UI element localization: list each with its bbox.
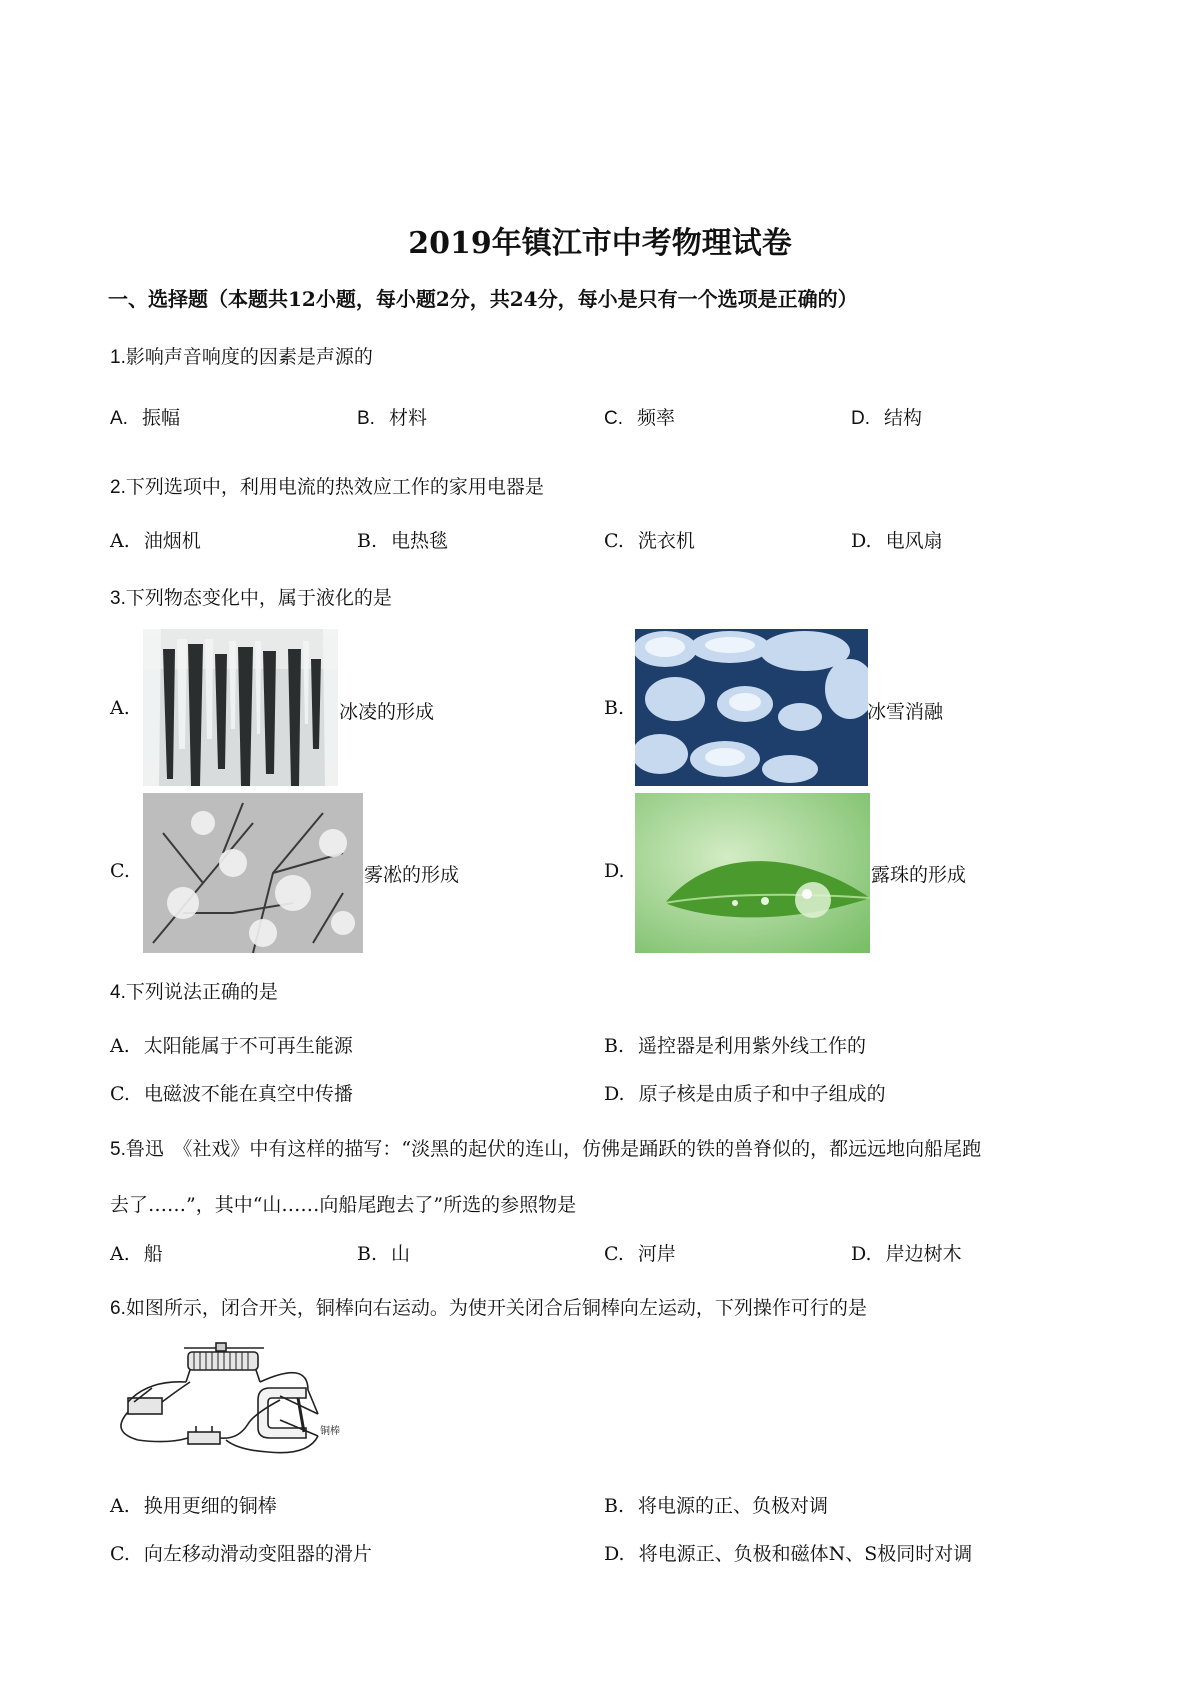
q3-option-b-label[interactable]: B. xyxy=(604,697,625,719)
question-number: 6. xyxy=(110,1298,126,1319)
circuit-diagram xyxy=(108,1340,360,1460)
q1-option-c[interactable]: C. 频率 xyxy=(604,407,676,429)
question-text: 影响声音响度的因素是声源的 xyxy=(125,346,373,368)
icicles-image xyxy=(143,629,338,786)
q3-option-c-label[interactable]: C. xyxy=(110,860,130,882)
q3-option-b-text: 冰雪消融 xyxy=(867,701,944,723)
q5-option-a[interactable]: A. 船 xyxy=(110,1243,163,1265)
page-title: 2019年镇江市中考物理试卷 xyxy=(408,226,792,261)
question-text: 下列说法正确的是 xyxy=(125,981,278,1003)
q3-option-c-text: 雾凇的形成 xyxy=(364,864,460,886)
q6-option-a[interactable]: A. 换用更细的铜棒 xyxy=(110,1495,277,1517)
q4-option-b[interactable]: B. 遥控器是利用紫外线工作的 xyxy=(604,1035,867,1057)
question-5-line-1 xyxy=(110,1134,981,1161)
q3-option-d-label[interactable]: D. xyxy=(604,860,625,882)
question-4 xyxy=(110,977,278,1004)
question-1 xyxy=(110,342,373,369)
q1-option-a[interactable]: A. 振幅 xyxy=(110,407,180,429)
q2-option-d[interactable]: D. 电风扇 xyxy=(851,530,943,552)
question-3 xyxy=(110,583,392,610)
q6-option-d[interactable]: D. 将电源正、负极和磁体N、S极同时对调 xyxy=(604,1543,973,1565)
question-number: 1. xyxy=(110,347,126,368)
q2-option-a[interactable]: A. 油烟机 xyxy=(110,530,201,552)
dew-leaf-image xyxy=(635,793,870,953)
rime-frost-image xyxy=(143,793,363,953)
question-text: 下列物态变化中，属于液化的是 xyxy=(125,587,392,609)
question-number: 3. xyxy=(110,588,126,609)
question-number: 4. xyxy=(110,982,126,1003)
copper-rod-label: 铜棒 xyxy=(320,1426,340,1437)
q4-option-a[interactable]: A. 太阳能属于不可再生能源 xyxy=(110,1035,353,1057)
q4-option-d[interactable]: D. 原子核是由质子和中子组成的 xyxy=(604,1083,886,1105)
question-2 xyxy=(110,472,544,499)
q1-option-b[interactable]: B. 材料 xyxy=(357,407,427,429)
q2-option-c[interactable]: C. 洗衣机 xyxy=(604,530,695,552)
question-6 xyxy=(110,1293,867,1320)
q3-option-a-label[interactable]: A. xyxy=(110,697,130,719)
q3-option-d-text: 露珠的形成 xyxy=(871,864,967,886)
q6-option-c[interactable]: C. 向左移动滑动变阻器的滑片 xyxy=(110,1543,372,1565)
question-number: 2. xyxy=(110,477,126,498)
q1-option-d[interactable]: D. 结构 xyxy=(851,407,923,429)
question-text: 如图所示，闭合开关，铜棒向右运动。为使开关闭合后铜棒向左运动，下列操作可行的是 xyxy=(125,1297,867,1319)
q2-option-b[interactable]: B. 电热毯 xyxy=(357,530,449,552)
q5-option-c[interactable]: C. 河岸 xyxy=(604,1243,676,1265)
q3-option-a-text: 冰凌的形成 xyxy=(339,701,435,723)
melting-ice-image xyxy=(635,629,868,786)
question-5-line-2: 去了……”，其中“山……向船尾跑去了”所选的参照物是 xyxy=(110,1194,577,1216)
question-text: 鲁迅 《社戏》中有这样的描写：“淡黑的起伏的连山，仿佛是踊跃的铁的兽脊似的，都远远地向船尾跑 xyxy=(125,1138,982,1160)
q5-option-d[interactable]: D. 岸边树木 xyxy=(851,1243,962,1265)
q4-option-c[interactable]: C. 电磁波不能在真空中传播 xyxy=(110,1083,353,1105)
question-number: 5. xyxy=(110,1139,126,1160)
q6-option-b[interactable]: B. 将电源的正、负极对调 xyxy=(604,1495,829,1517)
q5-option-b[interactable]: B. 山 xyxy=(357,1243,411,1265)
section-heading: 一、选择题（本题共12小题，每小题2分，共24分，每小是只有一个选项是正确的） xyxy=(108,287,858,311)
question-text: 下列选项中，利用电流的热效应工作的家用电器是 xyxy=(125,476,544,498)
